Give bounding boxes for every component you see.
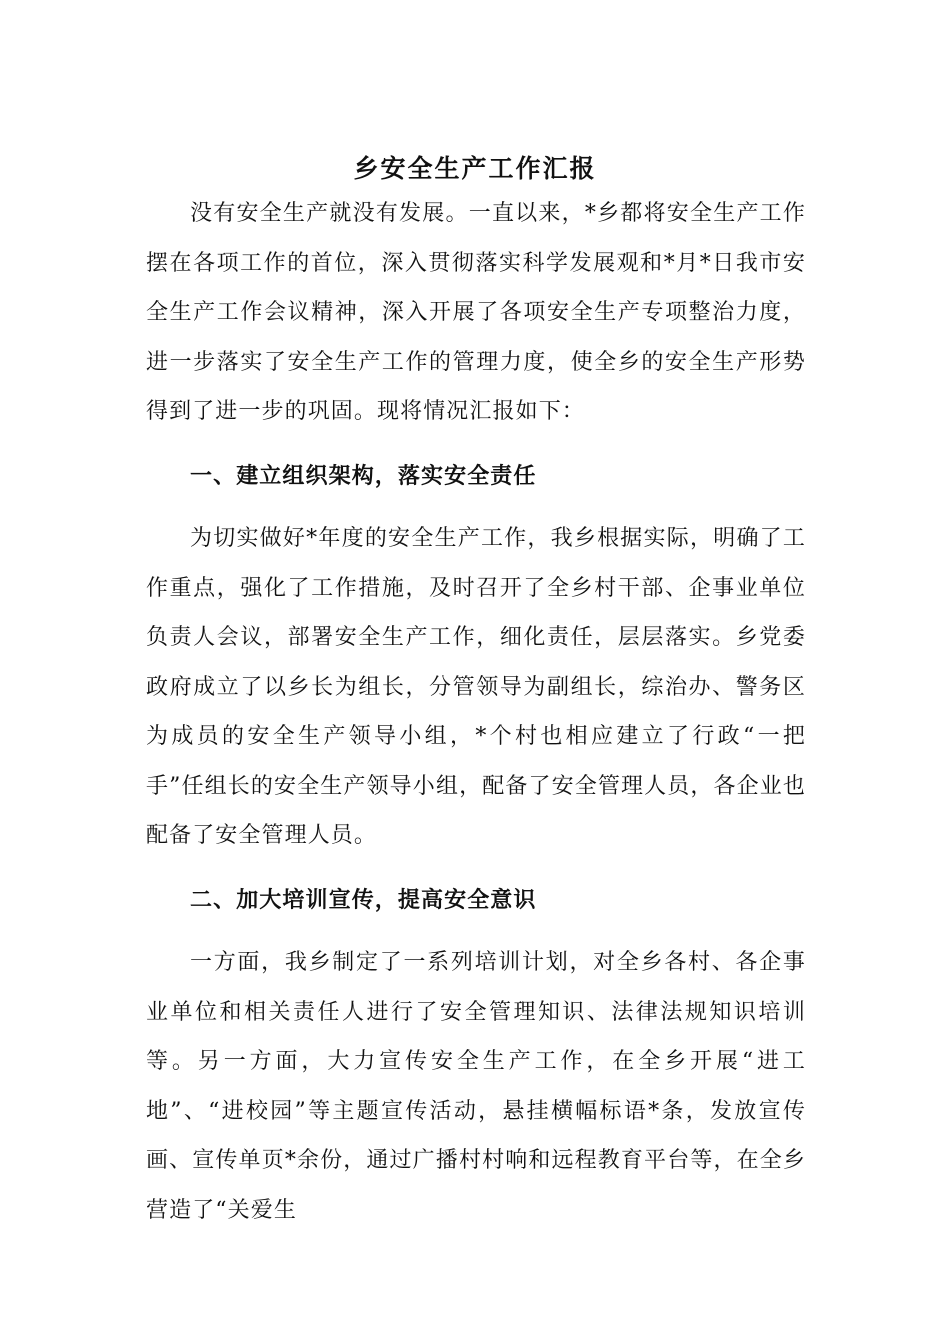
document-title: 乡安全生产工作汇报 xyxy=(353,153,597,183)
section-heading-2: 二、加大培训宣传，提高安全意识 xyxy=(190,887,537,913)
section-body-1: 为切实做好*年度的安全生产工作，我乡根据实际，明确了工作重点，强化了工作措施，及时召开了全乡村干部、企事业单位负责人会议，部署安全生产工作，细化责任，层层落实。乡党委政府成立了以乡长为组长，分管领导为副组长，综治办、警务区为成员的安全生产领导小组，*个村也相应建立了行政“一把手”任组长的安全生产领导小组，配备了安全管理人员，各企业也配备了安全管理人员。 xyxy=(146,526,806,848)
section-body-2: 一方面，我乡制定了一系列培训计划，对全乡各村、各企事业单位和相关责任人进行了安全管理知识、法律法规知识培训等。另一方面，大力宣传安全生产工作，在全乡开展“进工地”、“进校园”等主题宣传活动，悬挂横幅标语*条，发放宣传画、宣传单页*余份，通过广播村村响和远程教育平台等，在全乡营造了“关爱生 xyxy=(146,950,806,1223)
section-heading-1: 一、建立组织架构，落实安全责任 xyxy=(190,463,537,489)
intro-paragraph: 没有安全生产就没有发展。一直以来，*乡都将安全生产工作摆在各项工作的首位，深入贯彻落实科学发展观和*月*日我市安全生产工作会议精神，深入开展了各项安全生产专项整治力度，进一步落实了安全生产工作的管理力度，使全乡的安全生产形势得到了进一步的巩固。现将情况汇报如下： xyxy=(146,201,806,424)
